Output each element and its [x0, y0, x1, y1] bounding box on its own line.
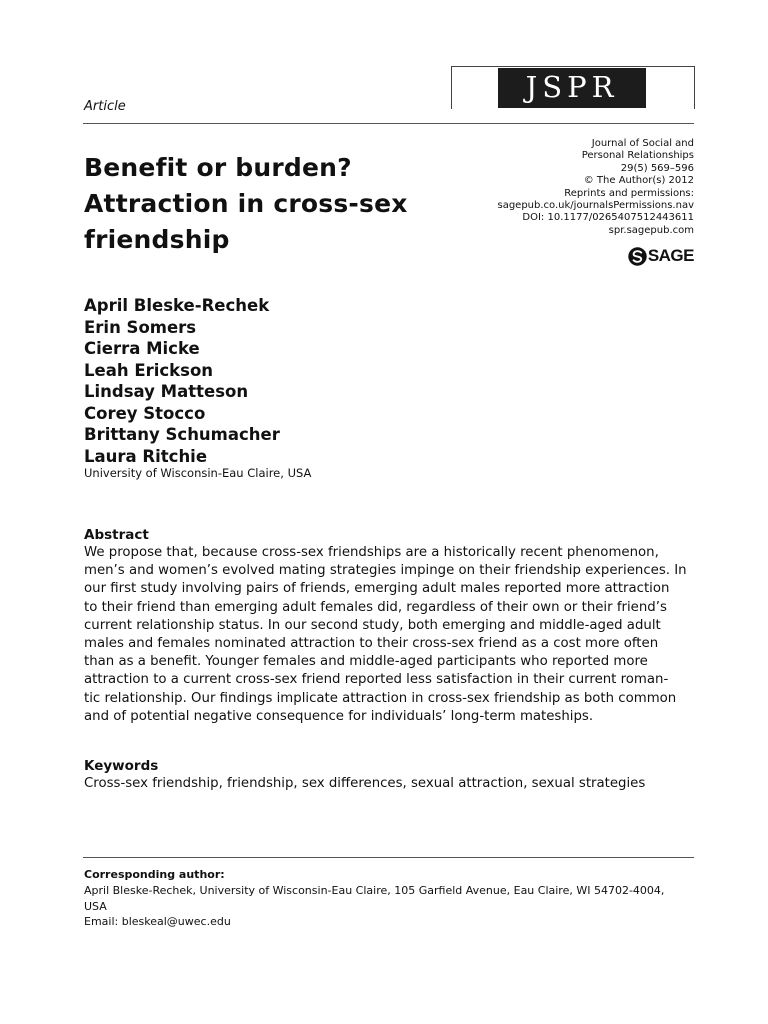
journal-website-link[interactable]: spr.sagepub.com: [608, 224, 694, 236]
author-name: Cierra Micke: [84, 339, 200, 358]
corresponding-address-line: April Bleske-Rechek, University of Wisconsin-Eau Claire, 105 Garfield Avenue, Eau Claire, WI 54702-4004,: [84, 884, 665, 897]
author-name: April Bleske-Rechek: [84, 296, 270, 315]
header-divider: [83, 123, 694, 124]
abstract-text: [84, 544, 696, 726]
permissions-link[interactable]: sagepub.co.uk/journalsPermissions.nav: [497, 200, 694, 212]
title-line: friendship: [84, 225, 230, 254]
abstract-heading: Abstract: [84, 527, 149, 543]
abstract-line: We propose that, because cross-sex friendships are a historically recent phenomenon,: [84, 545, 659, 560]
abstract-line: men’s and women’s evolved mating strategies impinge on their friendship experiences. In: [84, 563, 687, 579]
abstract-line: to their friend than emerging adult females did, regardless of their own or their friend’s: [84, 599, 667, 615]
paper-title: [84, 150, 484, 258]
title-line: Attraction in cross-sex: [84, 189, 408, 218]
abstract-line: current relationship status. In our second study, both emerging and middle-aged adult: [84, 617, 661, 633]
author-name: Leah Erickson: [84, 360, 214, 380]
corresponding-author-details: [84, 883, 704, 930]
keywords-text: Cross-sex friendship, friendship, sex differences, sexual attraction, sexual strategies: [84, 776, 646, 791]
sage-s-icon: [628, 247, 647, 266]
author-name: Corey Stocco: [84, 403, 206, 423]
author-list: [84, 295, 280, 467]
abstract-line: than as a benefit. Younger females and middle-aged participants who reported more: [84, 654, 648, 670]
footer-divider: [83, 857, 694, 858]
journal-info: [434, 138, 694, 237]
keywords-heading: Keywords: [84, 758, 159, 774]
journal-logo: JSPR: [498, 68, 646, 108]
author-name: Erin Somers: [84, 317, 197, 337]
affiliation: University of Wisconsin-Eau Claire, USA: [84, 466, 312, 480]
journal-volume: 29(5) 569–596: [620, 162, 694, 174]
publisher-logo-text: SAGE: [647, 246, 694, 265]
author-name: Lindsay Matteson: [84, 382, 249, 401]
publisher-logo: [628, 246, 694, 266]
permissions-label: Reprints and permissions:: [564, 187, 694, 199]
copyright-line: © The Author(s) 2012: [583, 175, 694, 187]
title-line: Benefit or burden?: [84, 153, 352, 182]
corresponding-author-heading: Corresponding author:: [84, 868, 225, 881]
corresponding-email[interactable]: Email: bleskeal@uwec.edu: [84, 915, 231, 928]
doi-line[interactable]: DOI: 10.1177/0265407512443611: [522, 212, 694, 224]
article-type-label: Article: [84, 99, 126, 114]
abstract-line: and of potential negative consequence for individuals’ long-term mateships.: [84, 708, 594, 724]
author-name: Laura Ritchie: [84, 446, 208, 466]
journal-name-line: Journal of Social and: [591, 138, 694, 149]
abstract-line: males and females nominated attraction to their cross-sex friend as a cost more often: [84, 636, 659, 652]
author-name: Brittany Schumacher: [84, 425, 280, 444]
abstract-line: tic relationship. Our findings implicate attraction in cross-sex friendship as both common: [84, 690, 677, 706]
abstract-line: our first study involving pairs of friends, emerging adult males reported more attraction: [84, 581, 670, 597]
corresponding-country: USA: [84, 899, 107, 913]
abstract-line: attraction to a current cross-sex friend reported less satisfaction in their current roman-: [84, 672, 669, 688]
journal-name-line: Personal Relationships: [581, 150, 694, 162]
